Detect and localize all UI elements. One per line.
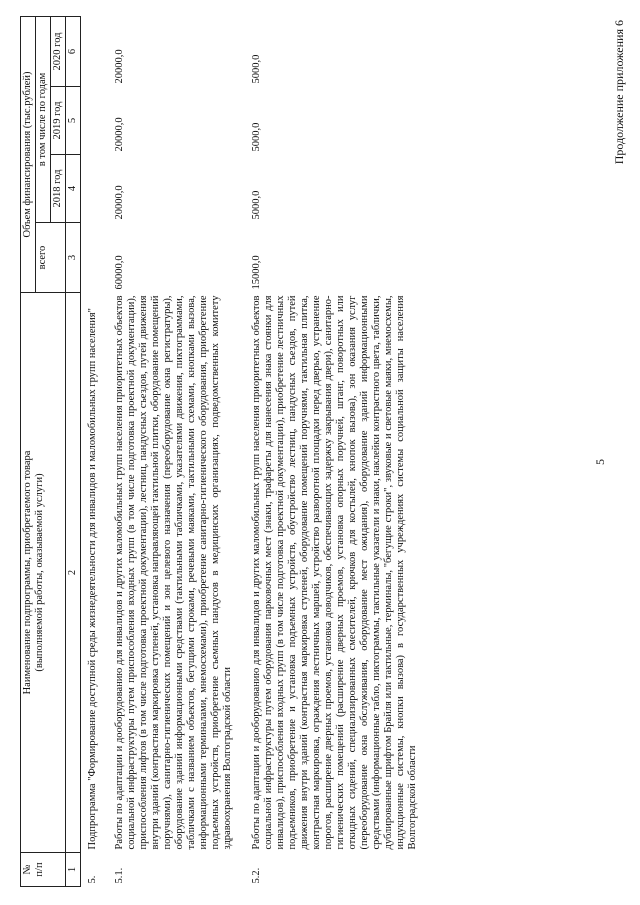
row-2018 xyxy=(81,155,114,223)
continuation-label: Продолжение приложения 6 xyxy=(612,20,626,165)
table-row xyxy=(250,16,420,886)
header-row-1 xyxy=(21,16,36,886)
header-incl: в том числе по годам xyxy=(36,16,51,222)
header-year-2020: 2020 год xyxy=(51,16,66,86)
col-number: 5 xyxy=(66,87,81,155)
col-number: 4 xyxy=(66,155,81,223)
row-name: Работы по адаптации и дооборудованию для инвалидов и других маломобильных групп населения приоритетных объектов социальной инфраструктуры путем оборудования парковочных мест (знаки, трафареты для нанесения знака стоянки для инвалидов), приспособления входных групп (в том числе подготовка проектной документации), приобретение лестничных подъемников, приобретение и установка подъемных устройств, обустройство лестниц, пандусных съездов, путей движения внутри зданий (контрастная маркировка ступеней, оборудование помещений поручнями, тактильная плитка, контрастная маркировка, ограждения лестничных маршей, устройство разворотной площадки перед дверью, устранение порогов, расширение дверных проемов, установка доводчиков, обеспечивающих задержку закрывания двери), санитарно-гигиенических помещений (расширение дверных проемов, установка опорных поручней, штанг, поворотных или откидных сидений, специализированных смесителей, крючков для костылей, кнопок вызова), зон оказания услуг (переоборудование окна обслуживания, оборудование мест ожидания), оборудование зданий информационными средствами (информационные табло, пиктограммы, тактильные указатели и знаки, наклейки контрастного цвета, таблички, дублированные шрифтом Брайля или тактильные, терминалы, "бегущие строки", звуковые и световые маяки, мнемосхемы, индукционные системы, кнопки вызова) в государственных учреждениях системы социальной защиты населения Волгоградской области xyxy=(251,295,418,850)
row-2018: 20000,0 xyxy=(114,185,125,220)
col-number: 2 xyxy=(66,293,81,853)
row-name: Подпрограмма "Формирование доступной среды жизнедеятельности для инвалидов и маломобильных групп населения" xyxy=(87,308,98,850)
row-2019 xyxy=(81,87,114,155)
row-2020: 5000,0 xyxy=(251,54,262,84)
header-finance: Объем финансирования (тыс.рублей) xyxy=(21,16,36,292)
row-2020 xyxy=(81,16,114,86)
row-name: Работы по адаптации и дооборудованию для инвалидов и других маломобильных групп населения приоритетных объектов социальной инфраструктуры путем приспособления входных групп (в том числе подготовка проектной документации), приспособления лифтов (в том числе подготовка проектной документации), лестниц, пандусных съездов, путей движения внутри зданий (контрастная маркировка ступеней, установка направляющей тактильной плитки, оборудование помещений поручнями), санитарно-гигиенических помещений и зон целевого назначения (переоборудование окна регистратуры), оборудование зданий информационными средствами (тактильными табличками, указателями движения, пиктограммами, табличками с названием объектов, бегущими строками, речевыми маяками, тактильными схемами, кнопками вызова, информационными терминалами, мнемосхемами), приобретение санитарно-гигиенического оборудования, приобретение подъемных устройств, приобретение съемных пандусов в медицинских организациях, подведомственных комитету здравоохранения Волгоградской области xyxy=(114,295,233,850)
row-2020: 20000,0 xyxy=(114,49,125,84)
header-year-2019: 2019 год xyxy=(51,87,66,155)
row-2018: 5000,0 xyxy=(251,190,262,220)
row-total xyxy=(81,223,114,293)
col-number: 6 xyxy=(66,16,81,86)
row-2019: 20000,0 xyxy=(114,117,125,152)
row-number: 5.1. xyxy=(114,867,125,884)
header-year-2018: 2018 год xyxy=(51,155,66,223)
table-row xyxy=(113,16,250,886)
header-name: Наименование подпрограммы, приобретаемого товара (выполняемой работы, оказываемой услуги) xyxy=(21,293,66,853)
row-number: 5.2. xyxy=(251,867,262,884)
header-total: всего xyxy=(36,223,66,293)
col-number: 1 xyxy=(66,853,81,887)
page-number: 5 xyxy=(593,459,607,465)
financing-table xyxy=(20,16,420,887)
col-number: 3 xyxy=(66,223,81,293)
table-row xyxy=(81,16,114,886)
header-num: № п/п xyxy=(21,853,66,887)
row-2019: 5000,0 xyxy=(251,122,262,152)
column-number-row xyxy=(66,16,81,886)
row-total: 15000,0 xyxy=(251,255,262,290)
row-total: 60000,0 xyxy=(114,255,125,290)
row-number: 5. xyxy=(87,875,98,884)
